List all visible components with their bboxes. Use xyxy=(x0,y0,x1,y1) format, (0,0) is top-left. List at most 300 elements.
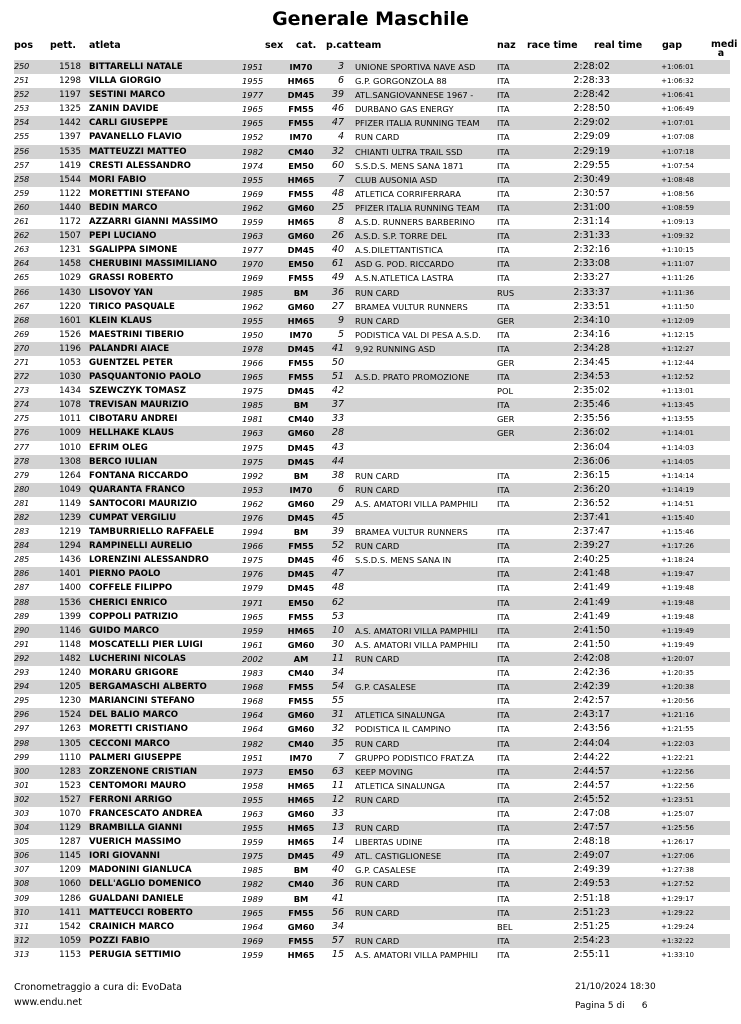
athlete-name: EFRIM OLEG xyxy=(89,442,148,453)
gap-cell: +1:11:26 xyxy=(661,274,694,283)
bib-cell: 1325 xyxy=(59,104,81,115)
race-time: 2:42:39 xyxy=(573,681,610,693)
athlete-name: PERUGIA SETTIMIO xyxy=(89,949,181,960)
race-time: 2:34:10 xyxy=(573,314,610,326)
position-cell: 262 xyxy=(14,231,30,241)
bib-cell: 1482 xyxy=(59,653,81,664)
gap-cell: +1:27:38 xyxy=(661,866,694,875)
gap-cell: +1:25:56 xyxy=(661,824,694,833)
race-time: 2:33:08 xyxy=(573,258,610,270)
nation-cell: ITA xyxy=(497,498,510,509)
team-name: ATLETICA SINALUNGA xyxy=(355,780,445,791)
position-cell: 292 xyxy=(14,653,30,663)
gap-cell: +1:14:01 xyxy=(661,429,694,438)
team-name: 9,92 RUNNING ASD xyxy=(355,343,436,354)
athlete-name: PIERNO PAOLO xyxy=(89,569,161,580)
bib-cell: 1294 xyxy=(59,541,81,552)
nation-cell: ITA xyxy=(497,343,510,354)
bib-cell: 1148 xyxy=(59,639,81,650)
athlete-name: IORI GIOVANNI xyxy=(89,851,160,862)
table-row xyxy=(14,751,730,765)
nation-cell: ITA xyxy=(497,879,510,890)
birth-year: 1964 xyxy=(242,710,264,721)
birth-year: 1968 xyxy=(242,682,264,693)
race-time: 2:33:51 xyxy=(573,300,610,312)
birth-year: 1981 xyxy=(242,414,264,425)
team-name: G.P. CASALESE xyxy=(355,865,416,876)
category-cell: IM70 xyxy=(289,132,313,143)
birth-year: 1979 xyxy=(242,583,264,594)
category-cell: CM40 xyxy=(288,146,314,157)
gap-cell: +1:14:19 xyxy=(661,485,694,494)
race-time: 2:49:07 xyxy=(573,850,610,862)
athlete-name: CHERICI ENRICO xyxy=(89,597,168,608)
category-rank: 57 xyxy=(331,934,344,946)
table-row xyxy=(14,286,730,300)
position-cell: 255 xyxy=(14,132,30,142)
category-rank: 45 xyxy=(331,512,344,523)
position-cell: 298 xyxy=(14,738,30,748)
birth-year: 1965 xyxy=(242,104,264,115)
header-gap: gap xyxy=(662,40,683,51)
birth-year: 1982 xyxy=(242,738,264,749)
position-cell: 251 xyxy=(14,76,30,86)
category-cell: DM45 xyxy=(287,851,315,862)
position-cell: 310 xyxy=(14,907,30,917)
gap-cell: +1:08:48 xyxy=(661,175,694,184)
nation-cell: ITA xyxy=(497,245,510,256)
footer-right xyxy=(575,980,656,1014)
nation-cell: BEL xyxy=(497,921,513,932)
birth-year: 1968 xyxy=(242,696,264,707)
nation-cell: ITA xyxy=(497,329,510,340)
position-cell: 264 xyxy=(14,259,30,269)
birth-year: 1975 xyxy=(242,851,264,862)
nation-cell: POL xyxy=(497,386,514,397)
bib-cell: 1397 xyxy=(59,132,81,143)
athlete-name: BITTARELLI NATALE xyxy=(89,62,183,72)
race-time: 2:55:11 xyxy=(573,948,610,960)
gap-cell: +1:26:17 xyxy=(661,838,694,847)
category-cell: IM70 xyxy=(289,62,313,72)
nation-cell: ITA xyxy=(497,780,510,791)
race-time: 2:36:52 xyxy=(573,497,610,509)
team-name: RUN CARD xyxy=(355,907,400,918)
athlete-name: TAMBURRIELLO RAFFAELE xyxy=(89,527,215,538)
nation-cell: ITA xyxy=(497,301,510,312)
bib-cell: 1283 xyxy=(59,766,81,777)
position-cell: 296 xyxy=(14,710,30,720)
gap-cell: +1:06:01 xyxy=(661,63,694,71)
position-cell: 272 xyxy=(14,372,30,382)
gap-cell: +1:29:24 xyxy=(661,922,694,931)
position-cell: 260 xyxy=(14,202,30,212)
category-rank: 52 xyxy=(331,540,344,552)
team-name: BRAMEA VULTUR RUNNERS xyxy=(355,301,468,312)
timing-credit: Cronometraggio a cura di: EvoData xyxy=(14,982,182,993)
table-row xyxy=(14,596,730,610)
gap-cell: +1:20:35 xyxy=(661,669,694,678)
category-cell: GM60 xyxy=(287,639,315,650)
table-row xyxy=(14,257,730,271)
category-rank: 61 xyxy=(331,258,344,270)
bib-cell: 1419 xyxy=(59,160,81,171)
birth-year: 1963 xyxy=(242,231,264,242)
gap-cell: +1:09:13 xyxy=(661,218,694,227)
nation-cell: GER xyxy=(497,414,515,425)
bib-cell: 1434 xyxy=(59,386,81,397)
nation-cell: ITA xyxy=(497,146,510,157)
race-time: 2:49:39 xyxy=(573,864,610,876)
athlete-name: LISOVOY YAN xyxy=(89,287,153,298)
table-row xyxy=(14,243,730,257)
category-cell: GM60 xyxy=(287,428,315,439)
bib-cell: 1524 xyxy=(59,710,81,721)
category-rank: 36 xyxy=(331,878,344,890)
gap-cell: +1:33:10 xyxy=(661,950,694,959)
table-row xyxy=(14,412,730,426)
race-time: 2:47:57 xyxy=(573,822,610,834)
category-rank: 33 xyxy=(331,413,344,425)
table-row xyxy=(14,60,730,74)
gap-cell: +1:13:45 xyxy=(661,401,694,410)
position-cell: 299 xyxy=(14,752,30,762)
table-row xyxy=(14,187,730,201)
gap-cell: +1:07:08 xyxy=(661,133,694,142)
category-cell: CM40 xyxy=(288,668,314,679)
position-cell: 308 xyxy=(14,879,30,889)
team-name: KEEP MOVING xyxy=(355,766,413,777)
athlete-name: TIRICO PASQUALE xyxy=(89,301,175,312)
table-row xyxy=(14,737,730,751)
team-name: PFIZER ITALIA RUNNING TEAM xyxy=(355,118,480,129)
race-time: 2:45:52 xyxy=(573,793,610,805)
bib-cell: 1400 xyxy=(59,583,81,594)
gap-cell: +1:12:15 xyxy=(661,330,694,339)
athlete-name: PALANDRI AIACE xyxy=(89,343,170,354)
bib-cell: 1544 xyxy=(59,174,81,185)
position-cell: 297 xyxy=(14,724,30,734)
bib-cell: 1518 xyxy=(59,62,81,72)
birth-year: 1955 xyxy=(242,315,264,326)
bib-cell: 1197 xyxy=(59,90,81,101)
bib-cell: 1220 xyxy=(59,301,81,312)
birth-year: 1963 xyxy=(242,808,264,819)
bib-cell: 1029 xyxy=(59,273,81,284)
category-rank: 14 xyxy=(331,836,344,848)
birth-year: 1975 xyxy=(242,386,264,397)
team-name: RUN CARD xyxy=(355,484,400,495)
category-cell: EM50 xyxy=(288,766,314,777)
position-cell: 253 xyxy=(14,104,30,114)
race-time: 2:43:17 xyxy=(573,709,610,721)
birth-year: 1969 xyxy=(242,273,264,284)
nation-cell: GER xyxy=(497,357,515,368)
athlete-name: CRAINICH MARCO xyxy=(89,921,175,932)
birth-year: 1953 xyxy=(242,484,264,495)
nation-cell: ITA xyxy=(497,76,510,87)
team-name: ATLETICA CORRIFERRARA xyxy=(355,188,461,199)
gap-cell: +1:21:16 xyxy=(661,711,694,720)
page-title: Generale Maschile xyxy=(272,8,469,30)
position-cell: 276 xyxy=(14,428,30,438)
birth-year: 1955 xyxy=(242,174,264,185)
category-cell: FM55 xyxy=(288,541,314,552)
category-rank: 39 xyxy=(331,526,344,538)
gap-cell: +1:15:40 xyxy=(661,514,694,522)
birth-year: 1955 xyxy=(242,794,264,805)
table-row xyxy=(14,835,730,849)
nation-cell: ITA xyxy=(497,865,510,876)
birth-year: 1955 xyxy=(242,76,264,87)
athlete-name: LORENZINI ALESSANDRO xyxy=(89,555,209,566)
table-row xyxy=(14,553,730,567)
birth-year: 1952 xyxy=(242,132,264,143)
table-row xyxy=(14,779,730,793)
category-cell: FM55 xyxy=(288,935,314,946)
birth-year: 1985 xyxy=(242,865,264,876)
header-pcat: p.cat xyxy=(326,40,353,51)
athlete-name: CIBOTARU ANDREI xyxy=(89,414,178,425)
bib-cell: 1230 xyxy=(59,696,81,707)
category-rank: 44 xyxy=(331,455,344,467)
race-time: 2:44:22 xyxy=(573,751,610,763)
gap-cell: +1:29:17 xyxy=(661,894,694,903)
nation-cell: ITA xyxy=(497,132,510,143)
results-table xyxy=(14,60,730,962)
table-row xyxy=(14,88,730,102)
category-cell: HM65 xyxy=(287,315,315,326)
team-name: PODISTICA VAL DI PESA A.S.D. xyxy=(355,329,481,340)
table-row xyxy=(14,610,730,624)
position-cell: 283 xyxy=(14,527,30,537)
athlete-name: BRAMBILLA GIANNI xyxy=(89,823,183,834)
birth-year: 1963 xyxy=(242,428,264,439)
position-cell: 303 xyxy=(14,808,30,818)
gap-cell: +1:09:32 xyxy=(661,232,694,241)
team-name: PFIZER ITALIA RUNNING TEAM xyxy=(355,202,480,213)
position-cell: 279 xyxy=(14,470,30,480)
bib-cell: 1239 xyxy=(59,513,81,523)
athlete-name: COPPOLI PATRIZIO xyxy=(89,611,179,622)
gap-cell: +1:27:06 xyxy=(661,852,694,861)
category-rank: 7 xyxy=(337,173,344,185)
birth-year: 1994 xyxy=(242,527,264,538)
category-rank: 7 xyxy=(337,751,344,763)
category-rank: 41 xyxy=(331,342,344,354)
gap-cell: +1:12:27 xyxy=(661,344,694,353)
bib-cell: 1153 xyxy=(59,949,81,960)
race-time: 2:41:49 xyxy=(573,596,610,608)
table-row xyxy=(14,229,730,243)
gap-cell: +1:19:47 xyxy=(661,570,694,579)
nation-cell: GER xyxy=(497,315,515,326)
nation-cell: ITA xyxy=(497,541,510,552)
athlete-name: FRANCESCATO ANDREA xyxy=(89,808,203,819)
athlete-name: FERRONI ARRIGO xyxy=(89,794,173,805)
position-cell: 306 xyxy=(14,851,30,861)
table-row xyxy=(14,314,730,328)
birth-year: 1962 xyxy=(242,301,264,312)
category-cell: GM60 xyxy=(287,202,315,213)
category-rank: 3 xyxy=(337,61,344,72)
table-row xyxy=(14,624,730,638)
category-cell: HM65 xyxy=(287,174,315,185)
bib-cell: 1053 xyxy=(59,357,81,368)
position-cell: 282 xyxy=(14,513,30,522)
category-cell: DM45 xyxy=(287,569,315,580)
nation-cell: ITA xyxy=(497,710,510,721)
nation-cell: ITA xyxy=(497,696,510,707)
category-cell: GM60 xyxy=(287,921,315,932)
bib-cell: 1145 xyxy=(59,851,81,862)
position-cell: 304 xyxy=(14,823,30,833)
athlete-name: MADONINI GIANLUCA xyxy=(89,865,192,876)
position-cell: 259 xyxy=(14,188,30,198)
position-cell: 266 xyxy=(14,287,30,297)
gap-cell: +1:20:38 xyxy=(661,683,694,692)
header-pett: pett. xyxy=(50,40,76,51)
team-name: RUN CARD xyxy=(355,470,400,481)
birth-year: 1975 xyxy=(242,456,264,467)
gap-cell: +1:14:14 xyxy=(661,471,694,480)
position-cell: 295 xyxy=(14,696,30,706)
race-time: 2:35:46 xyxy=(573,399,610,411)
nation-cell: ITA xyxy=(497,583,510,594)
bib-cell: 1110 xyxy=(59,752,81,763)
team-name: A.S.D. S.P. TORRE DEL xyxy=(355,231,447,242)
bib-cell: 1436 xyxy=(59,555,81,566)
category-cell: HM65 xyxy=(287,780,315,791)
birth-year: 1964 xyxy=(242,921,264,932)
category-cell: GM60 xyxy=(287,498,315,509)
birth-year: 1977 xyxy=(242,90,264,101)
position-cell: 256 xyxy=(14,146,30,156)
header-media: medi a xyxy=(711,39,738,59)
table-row xyxy=(14,948,730,962)
category-rank: 10 xyxy=(331,624,344,636)
category-rank: 38 xyxy=(331,469,344,481)
category-rank: 5 xyxy=(337,328,344,340)
bib-cell: 1308 xyxy=(59,456,81,467)
birth-year: 1965 xyxy=(242,611,264,622)
athlete-name: GUIDO MARCO xyxy=(89,625,160,636)
bib-cell: 1122 xyxy=(59,188,81,199)
gap-cell: +1:20:07 xyxy=(661,654,694,663)
nation-cell: ITA xyxy=(497,625,510,636)
team-name: RUN CARD xyxy=(355,935,400,946)
bib-cell: 1442 xyxy=(59,118,81,129)
position-cell: 258 xyxy=(14,174,30,184)
bib-cell: 1129 xyxy=(59,823,81,834)
nation-cell: ITA xyxy=(497,851,510,862)
nation-cell: ITA xyxy=(497,907,510,918)
team-name: ASD G. POD. RICCARDO xyxy=(355,259,455,270)
race-time: 2:36:15 xyxy=(573,469,610,481)
birth-year: 1969 xyxy=(242,935,264,946)
bib-cell: 1030 xyxy=(59,372,81,383)
bib-cell: 1527 xyxy=(59,794,81,805)
table-row xyxy=(14,145,730,159)
category-cell: HM65 xyxy=(287,949,315,960)
race-time: 2:33:27 xyxy=(573,272,610,284)
athlete-name: CUMPAT VERGILIU xyxy=(89,513,177,523)
team-name: RUN CARD xyxy=(355,794,400,805)
header-race-time: race time xyxy=(527,40,578,51)
table-row xyxy=(14,159,730,173)
category-cell: IM70 xyxy=(289,484,313,495)
category-rank: 36 xyxy=(331,286,344,298)
category-cell: DM45 xyxy=(287,456,315,467)
athlete-name: CRESTI ALESSANDRO xyxy=(89,160,191,171)
athlete-name: SGALIPPA SIMONE xyxy=(89,245,178,256)
category-cell: CM40 xyxy=(288,738,314,749)
category-rank: 43 xyxy=(331,441,344,453)
category-cell: FM55 xyxy=(288,273,314,284)
category-rank: 63 xyxy=(331,765,344,777)
race-time: 2:54:23 xyxy=(573,934,610,946)
table-row xyxy=(14,892,730,906)
category-rank: 41 xyxy=(331,892,344,904)
bib-cell: 1209 xyxy=(59,865,81,876)
category-cell: CM40 xyxy=(288,879,314,890)
race-time: 2:28:02 xyxy=(573,61,610,72)
category-rank: 60 xyxy=(331,159,344,171)
category-cell: FM55 xyxy=(288,682,314,693)
athlete-name: FONTANA RICCARDO xyxy=(89,470,189,481)
race-time: 2:31:00 xyxy=(573,201,610,213)
athlete-name: SESTINI MARCO xyxy=(89,90,166,101)
position-cell: 286 xyxy=(14,569,30,579)
table-row xyxy=(14,271,730,285)
table-row xyxy=(14,666,730,680)
nation-cell: ITA xyxy=(497,259,510,270)
category-rank: 27 xyxy=(331,300,344,312)
gap-cell: +1:12:44 xyxy=(661,358,694,367)
category-cell: GM60 xyxy=(287,724,315,735)
athlete-name: SANTOCORI MAURIZIO xyxy=(89,498,198,509)
category-cell: DM45 xyxy=(287,343,315,354)
team-name: RUN CARD xyxy=(355,315,400,326)
bib-cell: 1523 xyxy=(59,780,81,791)
table-row xyxy=(14,906,730,920)
race-time: 2:28:50 xyxy=(573,103,610,115)
category-cell: GM60 xyxy=(287,808,315,819)
race-time: 2:31:14 xyxy=(573,216,610,228)
nation-cell: ITA xyxy=(497,808,510,819)
birth-year: 1982 xyxy=(242,879,264,890)
position-cell: 277 xyxy=(14,442,30,452)
birth-year: 1971 xyxy=(242,597,264,608)
table-row xyxy=(14,497,730,511)
site-link[interactable]: www.endu.net xyxy=(14,997,82,1008)
race-time: 2:42:08 xyxy=(573,652,610,664)
category-cell: GM60 xyxy=(287,231,315,242)
table-row xyxy=(14,821,730,835)
table-row xyxy=(14,370,730,384)
athlete-name: GRASSI ROBERTO xyxy=(89,273,174,284)
nation-cell: ITA xyxy=(497,202,510,213)
birth-year: 1958 xyxy=(242,780,264,791)
team-name: RUN CARD xyxy=(355,287,400,298)
birth-year: 1983 xyxy=(242,668,264,679)
race-time: 2:42:57 xyxy=(573,695,610,707)
athlete-name: AZZARRI GIANNI MASSIMO xyxy=(89,217,218,228)
birth-year: 1964 xyxy=(242,724,264,735)
table-row xyxy=(14,539,730,553)
nation-cell: GER xyxy=(497,428,515,439)
race-time: 2:41:49 xyxy=(573,582,610,594)
